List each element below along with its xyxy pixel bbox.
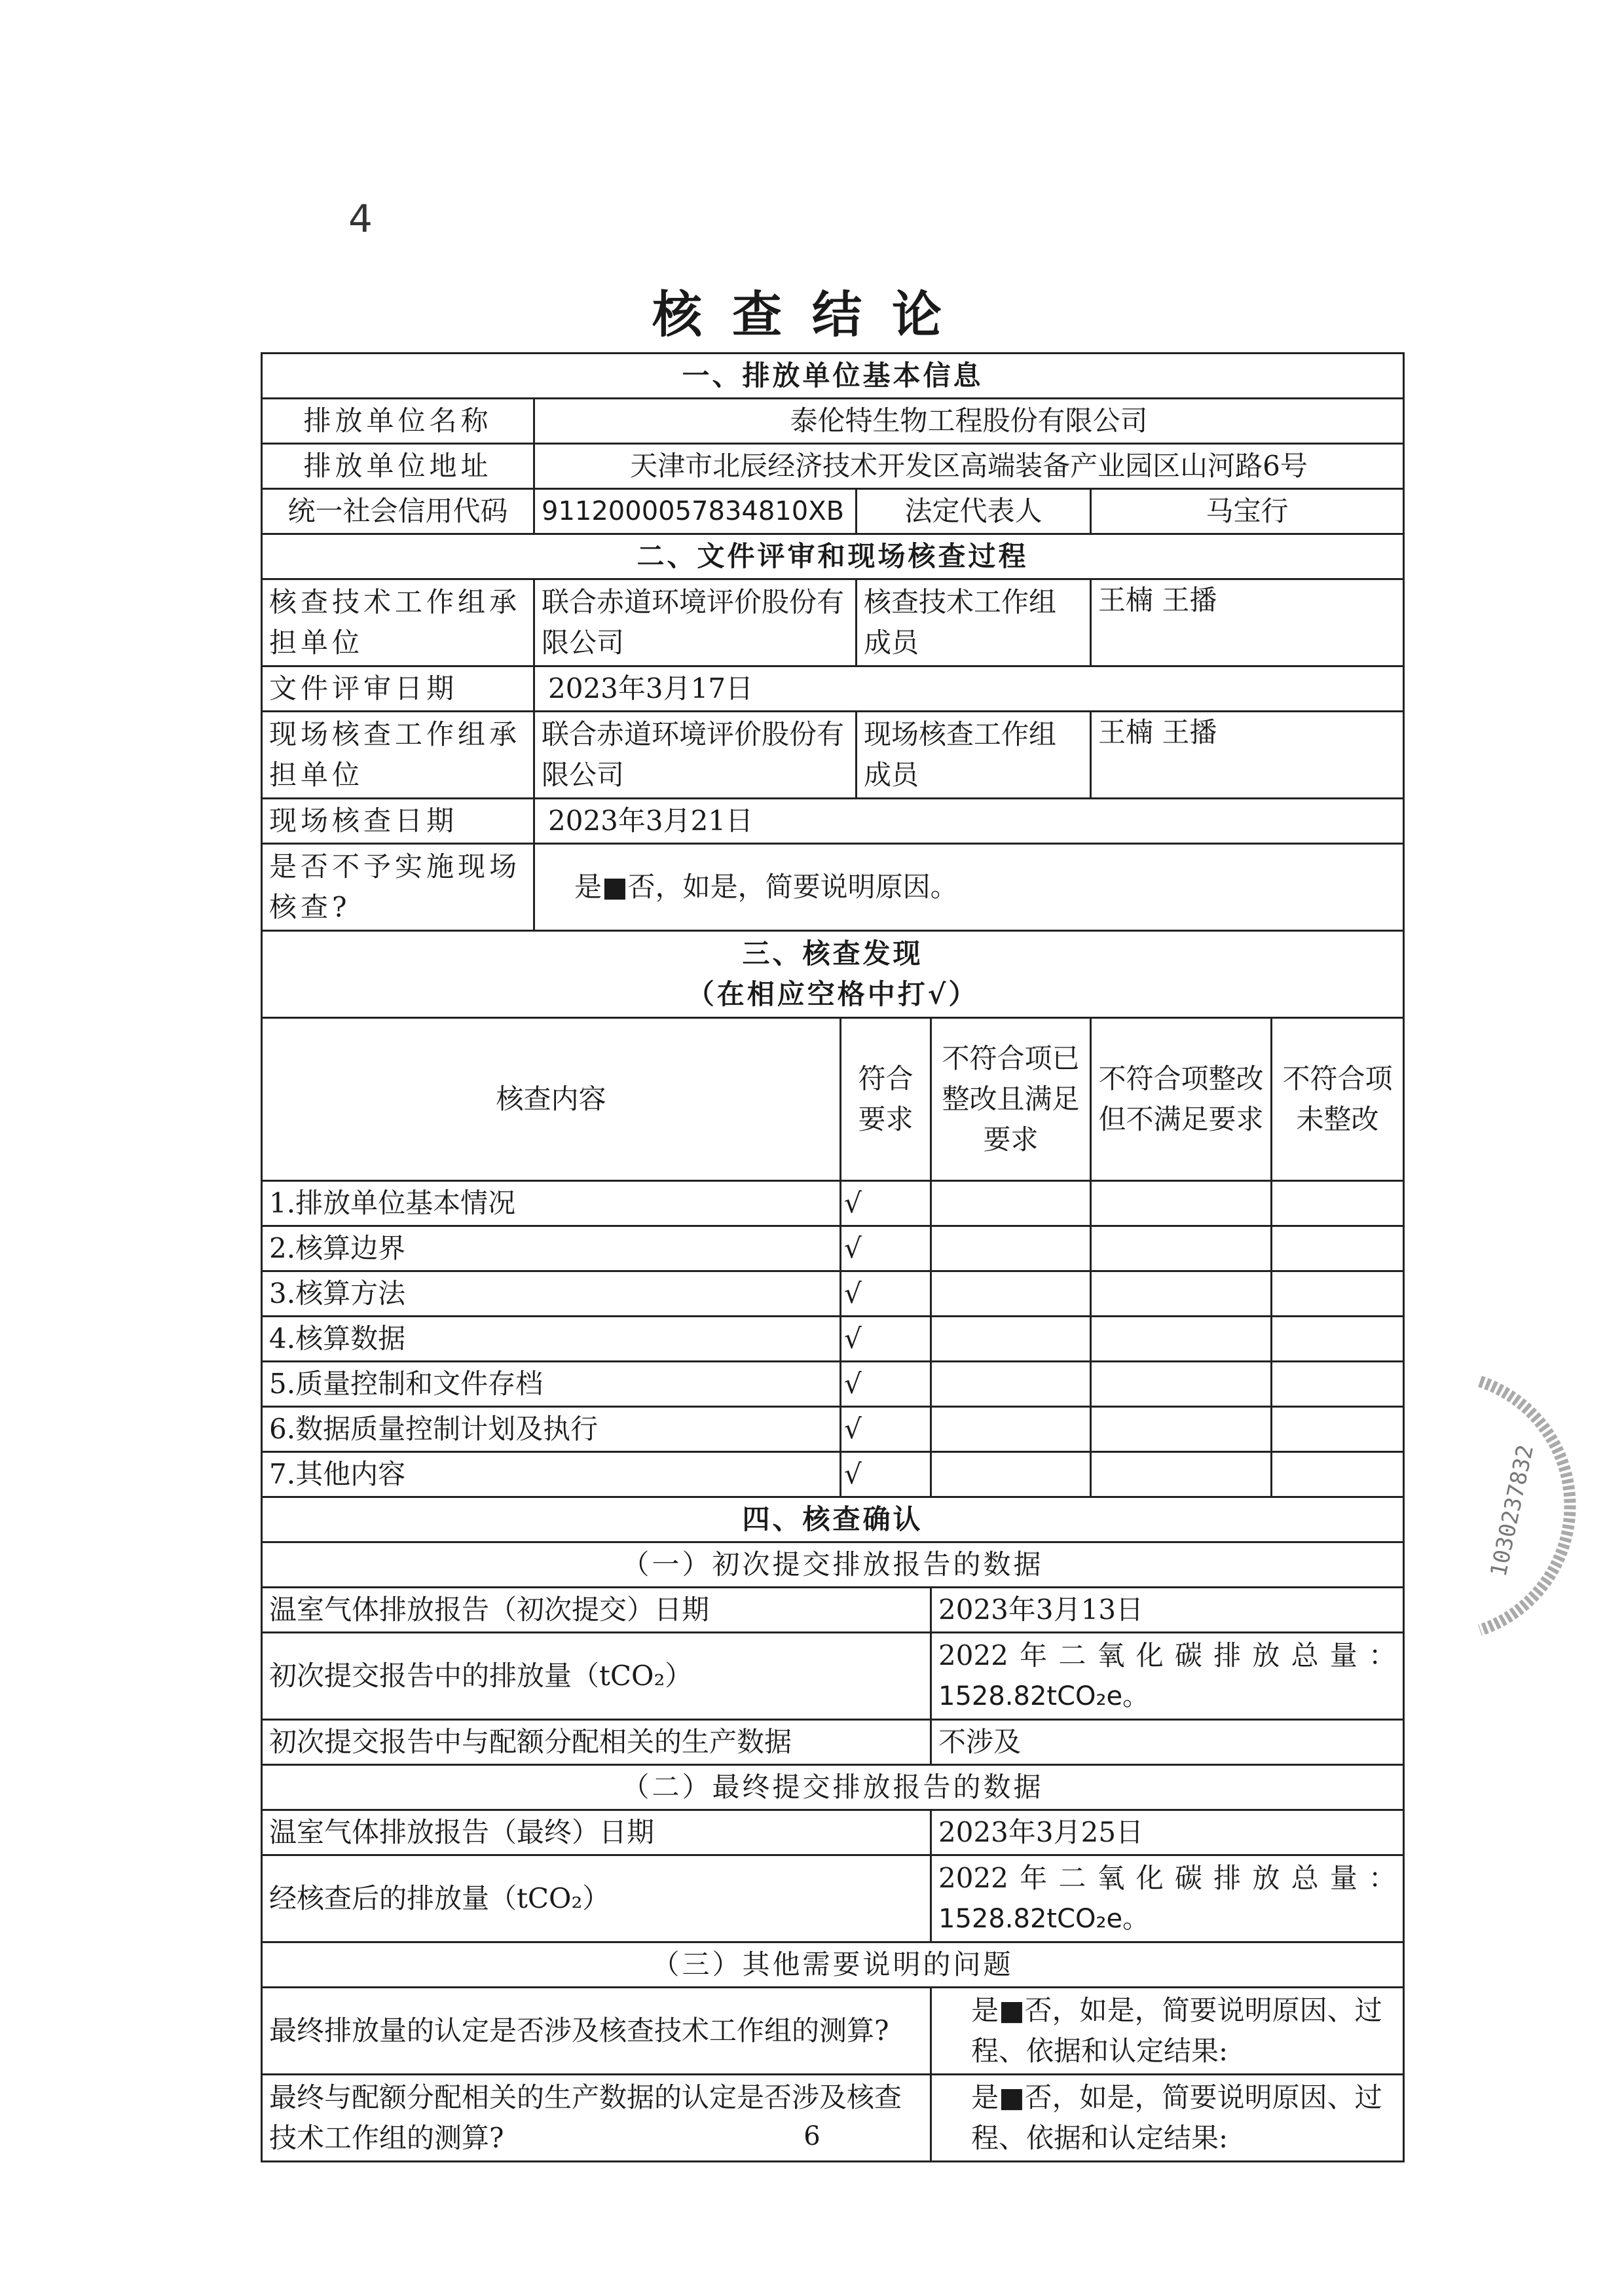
no-site-check-value: 是■否，如是，简要说明原因。 [534,844,1404,931]
initial-emission-line1: 2022年二氧化碳排放总量： [938,1639,1397,1671]
handwritten-number: 4 [348,196,373,241]
legal-rep-value: 马宝行 [1091,489,1404,534]
col-header-fixed-not-met: 不符合项整改但不满足要求 [1091,1018,1272,1181]
conform-mark: √ [841,1226,931,1271]
credit-code-label: 统一社会信用代码 [262,489,534,534]
final-date-label: 温室气体排放报告（最终）日期 [262,1810,931,1855]
check-item: 6.数据质量控制计划及执行 [262,1407,841,1452]
tech-group-value: 联合赤道环境评价股份有限公司 [534,579,857,666]
conform-mark: √ [841,1362,931,1407]
doc-review-date-label: 文件评审日期 [262,666,534,712]
page-seal-stamp [1434,1368,1591,1643]
section1-heading: 一、排放单位基本信息 [262,354,1404,399]
final-emission-label: 经核查后的排放量（tCO₂） [262,1855,931,1942]
question2-value: 是■否，如是，简要说明原因、过程、依据和认定结果: [931,2075,1404,2162]
conform-mark: √ [841,1271,931,1317]
legal-rep-label: 法定代表人 [857,489,1091,534]
tech-members-label: 核查技术工作组成员 [857,579,1091,666]
table-row [262,1317,1404,1362]
site-group-value: 联合赤道环境评价股份有限公司 [534,712,857,799]
final-emission-line2: 1528.82tCO₂e。 [938,1904,1149,1934]
part1-heading: （一）初次提交排放报告的数据 [262,1542,1404,1588]
site-members-value: 王楠 王播 [1091,712,1404,799]
question2-label: 最终与配额分配相关的生产数据的认定是否涉及核查技术工作组的测算? [262,2075,931,2162]
table-row [262,1181,1404,1226]
page-title: 核查结论 [652,285,972,344]
part2-heading: （二）最终提交排放报告的数据 [262,1765,1404,1810]
no-site-check-label: 是否不予实施现场核查? [262,844,534,931]
initial-production-value: 不涉及 [931,1720,1404,1765]
tech-members-value: 王楠 王播 [1091,579,1404,666]
unit-name-value: 泰伦特生物工程股份有限公司 [534,399,1404,444]
initial-date-value: 2023年3月13日 [931,1588,1404,1633]
table-row [262,1362,1404,1407]
site-date-value: 2023年3月21日 [534,799,1404,844]
site-group-label: 现场核查工作组承担单位 [262,712,534,799]
col-header-not-fixed: 不符合项未整改 [1272,1018,1404,1181]
table-row [262,1407,1404,1452]
check-item: 2.核算边界 [262,1226,841,1271]
conform-mark: √ [841,1407,931,1452]
initial-date-label: 温室气体排放报告（初次提交）日期 [262,1588,931,1633]
stamp-number-text: 1030237832 [1485,1442,1540,1579]
check-item: 3.核算方法 [262,1271,841,1317]
check-item: 7.其他内容 [262,1452,841,1497]
section3-subtitle: （在相应空格中打√） [686,978,979,1010]
initial-emission-line2: 1528.82tCO₂e。 [938,1681,1149,1711]
part3-heading: （三）其他需要说明的问题 [262,1942,1404,1988]
check-item: 1.排放单位基本情况 [262,1181,841,1226]
question1-value: 是■否，如是，简要说明原因、过程、依据和认定结果: [931,1988,1404,2075]
unit-name-label: 排放单位名称 [262,399,534,444]
unit-address-label: 排放单位地址 [262,444,534,489]
table-row [262,1452,1404,1497]
table-row [262,1271,1404,1317]
tech-group-label: 核查技术工作组承担单位 [262,579,534,666]
initial-emission-value [931,1633,1404,1720]
question1-label: 最终排放量的认定是否涉及核查技术工作组的测算? [262,1988,931,2075]
section3-heading [262,931,1404,1018]
page-number: 6 [803,2121,821,2151]
final-date-value: 2023年3月25日 [931,1810,1404,1855]
conform-mark: √ [841,1317,931,1362]
doc-review-date-value: 2023年3月17日 [534,666,1404,712]
section2-heading: 二、文件评审和现场核查过程 [262,534,1404,579]
check-item: 4.核算数据 [262,1317,841,1362]
final-emission-value [931,1855,1404,1942]
initial-production-label: 初次提交报告中与配额分配相关的生产数据 [262,1720,931,1765]
conform-mark: √ [841,1181,931,1226]
col-header-conform: 符合要求 [841,1018,931,1181]
site-members-label: 现场核查工作组成员 [857,712,1091,799]
unit-address-value: 天津市北辰经济技术开发区高端装备产业园区山河路6号 [534,444,1404,489]
verification-conclusion-table [261,352,1405,2162]
conform-mark: √ [841,1452,931,1497]
site-date-label: 现场核查日期 [262,799,534,844]
initial-emission-label: 初次提交报告中的排放量（tCO₂） [262,1633,931,1720]
col-header-content: 核查内容 [262,1018,841,1181]
check-item: 5.质量控制和文件存档 [262,1362,841,1407]
section3-title: 三、核查发现 [742,938,923,970]
credit-code-value: 9112000057834810XB [534,489,857,534]
section4-heading: 四、核查确认 [262,1497,1404,1542]
col-header-fixed: 不符合项已整改且满足要求 [931,1018,1091,1181]
final-emission-line1: 2022年二氧化碳排放总量： [938,1862,1397,1894]
table-row [262,1226,1404,1271]
